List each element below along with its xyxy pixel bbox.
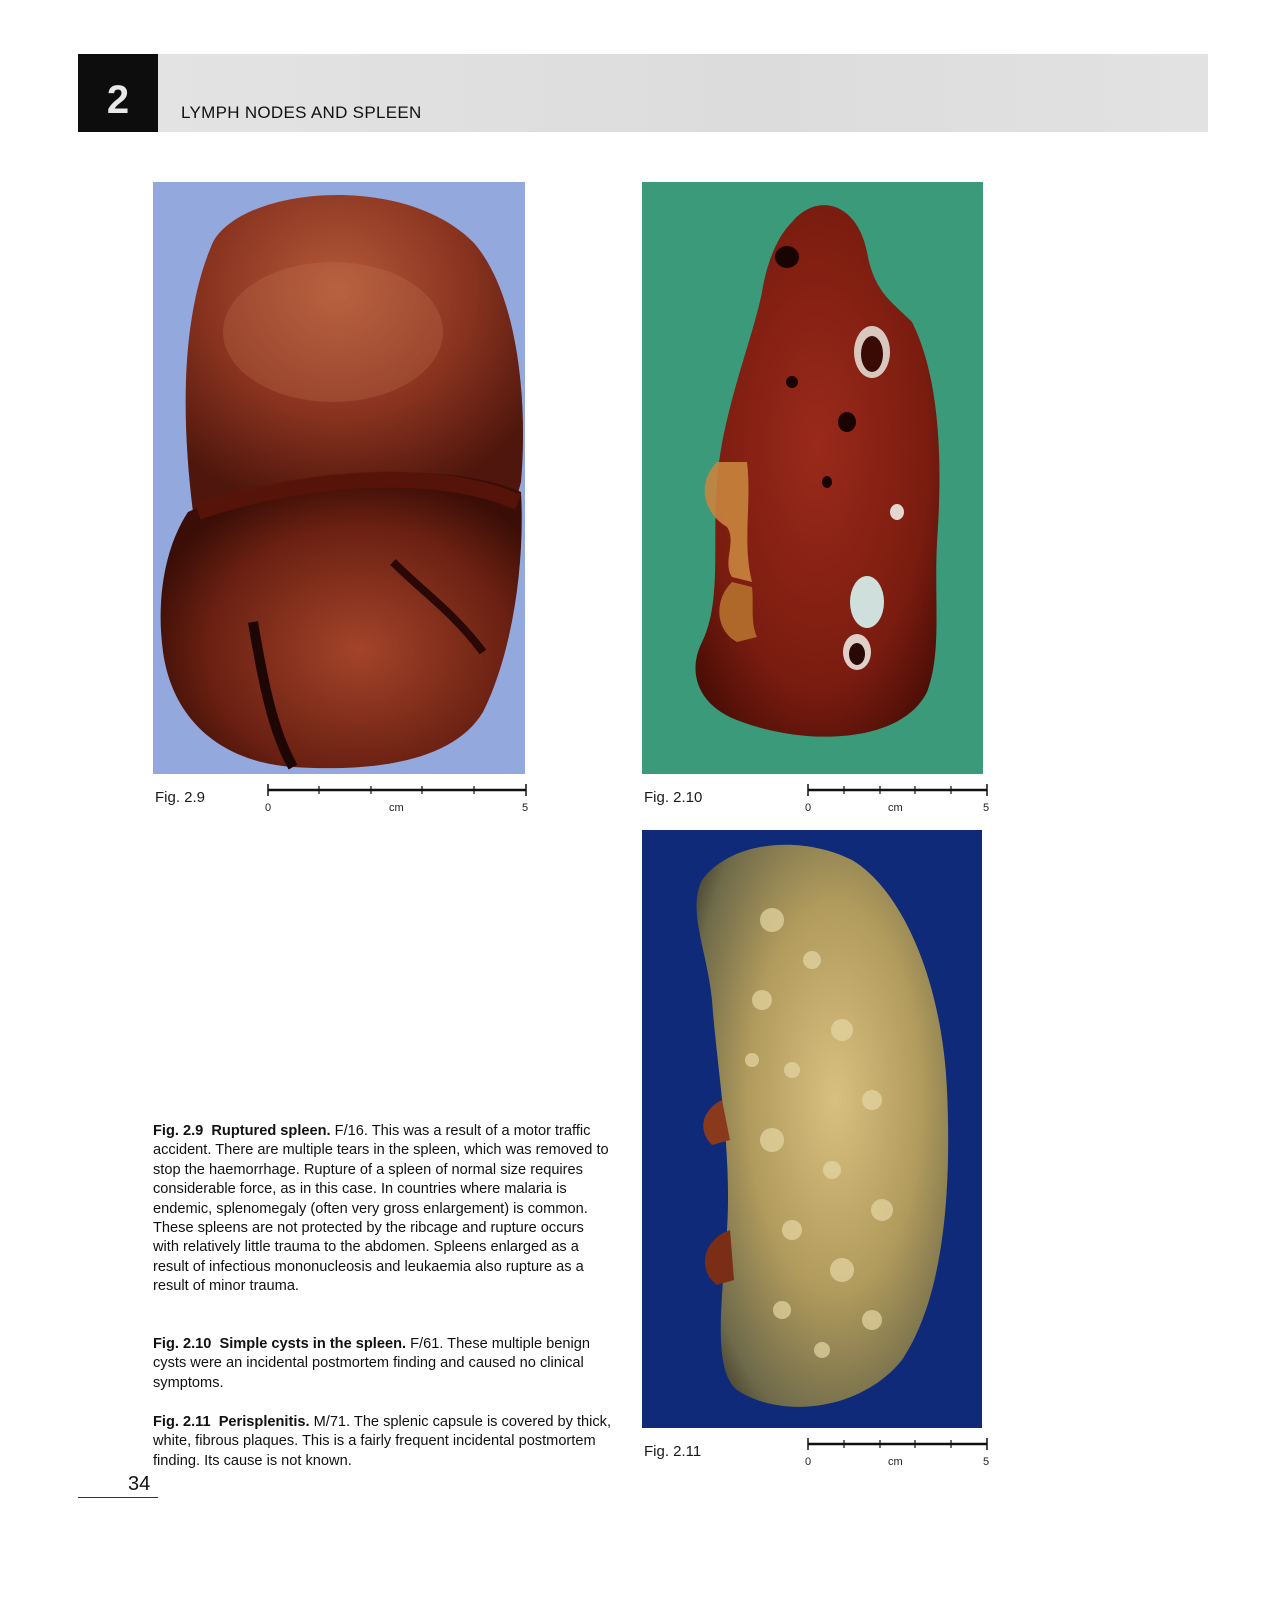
chapter-number: 2 (106, 78, 130, 122)
caption-text: M/71. The splenic capsule is covered by thick, white, fibrous plaques. This is a fairly frequent incidental postmortem finding. Its cause is not known. (153, 1414, 612, 1469)
caption-fig-2-11 (153, 1413, 613, 1471)
chapter-number-box (78, 54, 158, 132)
cyst-2-inner (861, 336, 883, 372)
figure-2-10-scale-bar (802, 784, 994, 814)
cyst-4 (890, 504, 904, 520)
cyst-8 (822, 476, 832, 488)
figure-2-9-scale-bar (262, 784, 530, 814)
figure-2-9-photo (153, 182, 525, 774)
cyst-3 (838, 412, 856, 432)
caption-number: Fig. 2.10 (153, 1336, 212, 1352)
figure-2-9-label: Fig. 2.9 (155, 789, 206, 806)
caption-fig-2-10 (153, 1335, 613, 1393)
figure-2-11-scale-bar (802, 1438, 994, 1468)
scale-unit: cm (389, 802, 404, 814)
caption-title: Perisplenitis. (218, 1414, 310, 1430)
caption-fig-2-9 (153, 1122, 613, 1297)
scale-end: 5 (983, 1456, 990, 1468)
scale-start: 0 (265, 802, 272, 814)
scale-end: 5 (522, 802, 529, 814)
page-number: 34 (128, 1473, 151, 1495)
spleen-lower-lobe (161, 472, 522, 768)
scale-unit: cm (888, 802, 903, 814)
figure-2-11-label: Fig. 2.11 (644, 1443, 702, 1460)
cyst-7 (786, 376, 798, 388)
scale-end: 5 (983, 802, 990, 814)
caption-number: Fig. 2.9 (153, 1123, 204, 1139)
scale-unit: cm (888, 1456, 903, 1468)
cyst-6-inner (849, 643, 865, 665)
figure-2-11-photo (642, 830, 982, 1428)
caption-text: F/16. This was a result of a motor traffic accident. There are multiple tears in the spleen, which was removed to stop the haemorrhage. Rupture of a spleen of normal size requires considerable force, as in this case. In countries where malaria is endemic, splenomegaly (often very gross enlargement) is common. These spleens are not protected by the ribcage and rupture occurs with relatively little trauma to the abdomen. Spleens enlarged as a result of infectious mononucleosis and leukaemia also rupture as a result of minor trauma. (153, 1123, 609, 1295)
chapter-title: LYMPH NODES AND SPLEEN (181, 103, 422, 122)
figure-2-10-photo (642, 182, 983, 774)
cyst-5 (850, 576, 884, 628)
caption-title: Simple cysts in the spleen. (219, 1336, 407, 1352)
caption-text: F/61. These multiple benign cysts were an incidental postmortem finding and caused no clinical symptoms. (153, 1336, 590, 1391)
surface-sheen (223, 262, 443, 402)
caption-number: Fig. 2.11 (153, 1414, 211, 1430)
scale-start: 0 (805, 802, 812, 814)
caption-title: Ruptured spleen. (211, 1123, 331, 1139)
figure-2-10-label: Fig. 2.10 (644, 789, 703, 806)
page-number-rule (78, 1497, 158, 1498)
cyst-1 (775, 246, 799, 268)
scale-start: 0 (805, 1456, 812, 1468)
